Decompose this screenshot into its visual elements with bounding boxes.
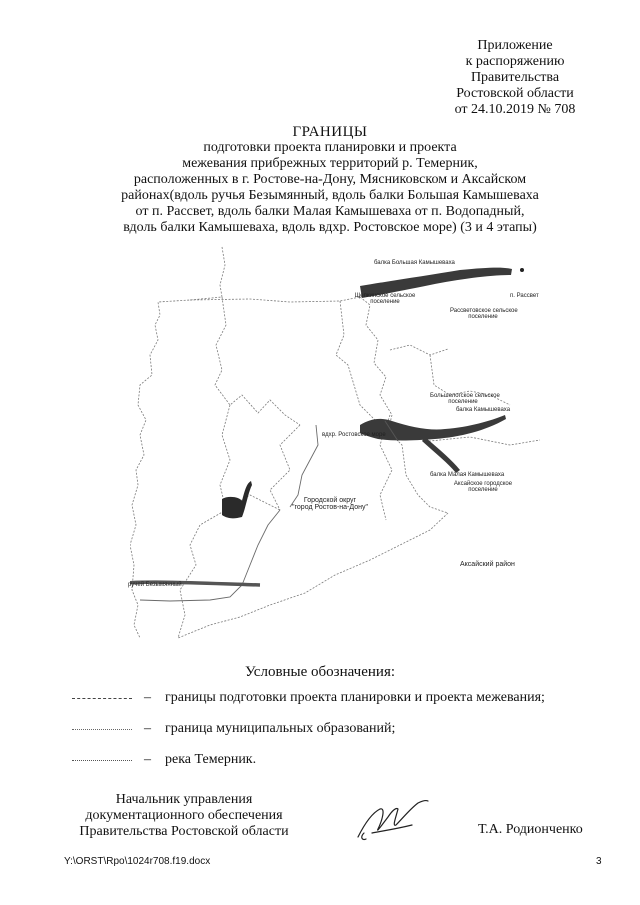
annex-line: Ростовской области [456, 86, 574, 101]
label-aksayskoe-line: Аксайское городское [453, 481, 513, 487]
label-balka-kamyshevakha: балка Камышеваха [456, 407, 511, 413]
legend-item [72, 752, 256, 768]
title-line: районах(вдоль ручья Безымянный, вдоль балки Большая Камышеваха [121, 188, 539, 203]
annex-date: от 24.10.2019 № 708 [454, 102, 576, 117]
label-bolshelogskoe-line: Большелогское сельское [430, 393, 500, 399]
label-p-rassvet: п. Рассвет [510, 293, 539, 299]
lake-shape [222, 481, 252, 518]
label-aksayskoe [448, 481, 518, 493]
map-drawing [130, 245, 560, 640]
label-shchepkinskoe-line: поселение [370, 299, 400, 305]
title-line: подготовки проекта планировки и проекта [203, 140, 457, 155]
handwritten-signature [352, 795, 432, 845]
label-gorodskoy-okrug [278, 497, 382, 511]
label-shchepkinskoe-line: Щепкинское сельское [354, 293, 416, 299]
legend-label: граница муниципальных образований; [165, 721, 396, 736]
label-shchepkinskoe [354, 293, 416, 305]
legend-title: Условные обозначения: [244, 664, 396, 680]
document-title [60, 124, 600, 236]
annex-line: к распоряжению [465, 54, 565, 69]
legend-item [72, 690, 545, 706]
signatory-position [64, 792, 304, 840]
title-line: межевания прибрежных территорий р. Темерник, [182, 156, 478, 171]
balka-malaya-shape [422, 437, 460, 473]
legend-dash: – [144, 752, 151, 767]
title-heading: ГРАНИЦЫ [292, 124, 368, 140]
boundary-map [130, 245, 560, 640]
legend-label: границы подготовки проекта планировки и проекта межевания; [165, 690, 545, 705]
label-gorodskoy-okrug-line: Городской округ [303, 497, 357, 504]
legend-label: река Темерник. [165, 752, 257, 767]
label-rassvetovskoe-line: поселение [468, 314, 498, 320]
legend-dash: – [144, 721, 151, 736]
file-path: Y:\ORST\Rpo\1024r708.f19.docx [64, 856, 211, 867]
annex-line: Приложение [477, 38, 553, 53]
annex-line: Правительства [470, 70, 560, 85]
title-line: от п. Рассвет, вдоль балки Малая Камышеваха от п. Водопадный, [135, 204, 525, 219]
rassvet-point [520, 268, 524, 272]
label-balka-malaya: балка Малая Камышеваха [430, 472, 505, 478]
label-gorodskoy-okrug-line: "город Ростов-на-Дону" [292, 504, 368, 511]
label-aksayskiy-rayon: Аксайский район [460, 561, 515, 568]
label-rassvetovskoe-line: Рассветовское сельское [450, 308, 518, 314]
legend-swatch-river [72, 760, 132, 761]
label-vdkhr: вдхр. Ростовское море [322, 432, 386, 438]
legend-swatch-planning [72, 698, 132, 699]
label-bolshelogskoe-line: поселение [448, 399, 478, 405]
legend-item [72, 721, 395, 737]
municipal-boundaries [130, 247, 540, 638]
label-balka-bolshaya: балка Большая Камышеваха [374, 260, 455, 266]
label-ruchey: ручей Безымянный [128, 582, 182, 588]
page-number: 3 [596, 856, 602, 867]
title-line: расположенных в г. Ростове-на-Дону, Мясниковском и Аксайском [133, 172, 527, 187]
annex-block [400, 38, 630, 118]
label-bolshelogskoe [430, 393, 500, 405]
position-line: документационного обеспечения [85, 808, 283, 823]
title-line: вдоль балки Камышеваха, вдоль вдхр. Ростовское море) (3 и 4 этапы) [123, 220, 537, 235]
label-rassvetovskoe [450, 308, 516, 320]
label-aksayskoe-line: поселение [468, 487, 498, 493]
position-line: Правительства Ростовской области [79, 824, 289, 839]
position-line: Начальник управления [115, 792, 253, 807]
legend-swatch-municipal [72, 729, 132, 730]
signatory-name: Т.А. Родионченко [478, 822, 583, 837]
legend-dash: – [144, 690, 151, 705]
